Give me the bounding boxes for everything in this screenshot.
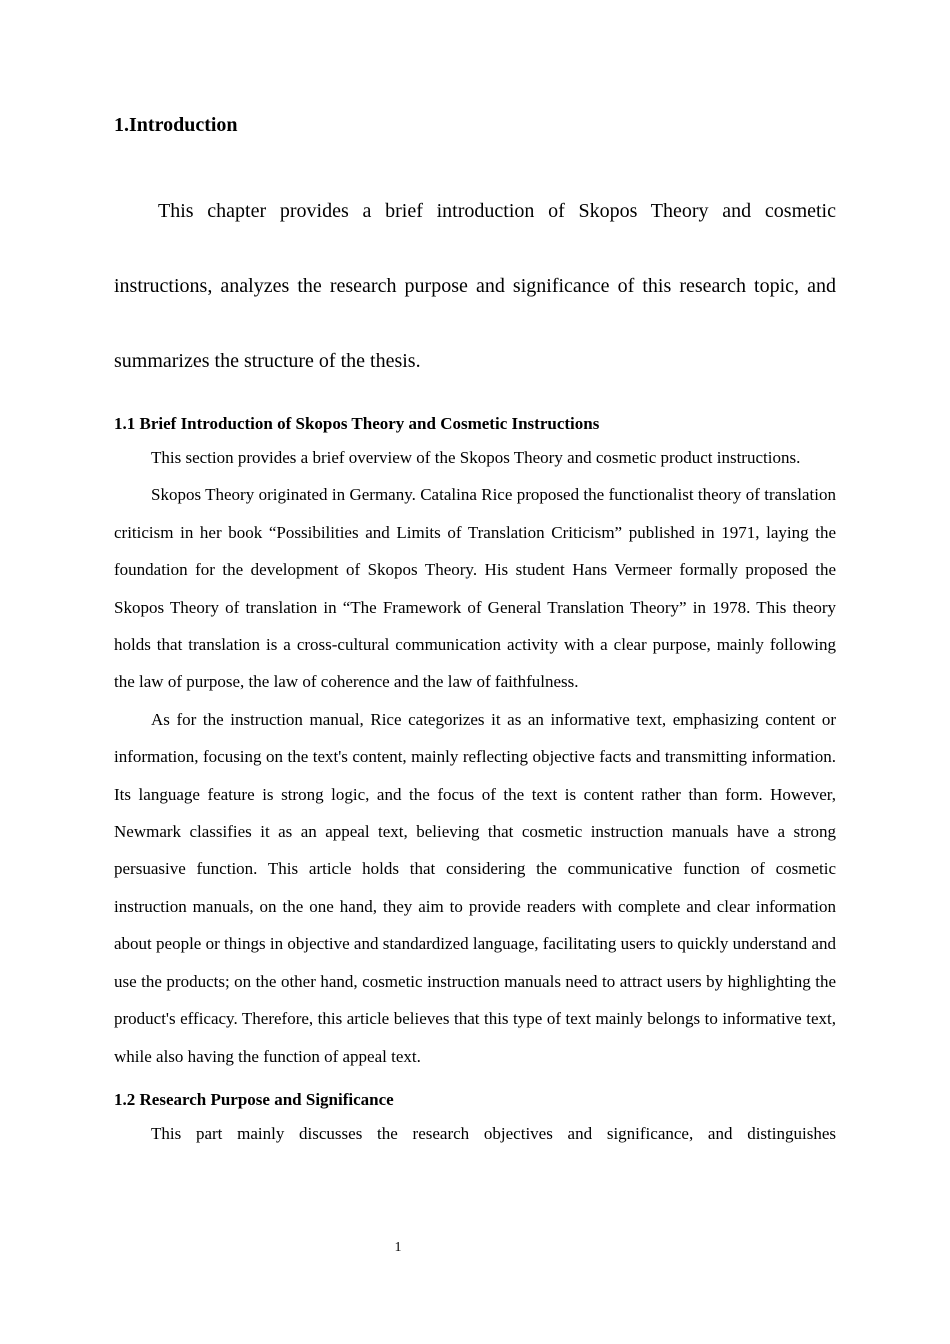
section-1-1-paragraph-skopos-origin: Skopos Theory originated in Germany. Catalina Rice proposed the functionalist theory of translation criticism in her book “Possibilities and Limits of Translation Criticism” published in 1971, laying the foundation for the development of Skopos Theory. His student Hans Vermeer formally proposed the Skopos Theory of translation in “The Framework of General Translation Theory” in 1978. This theory holds that translation is a cross-cultural communication activity with a clear purpose, mainly following the law of purpose, the law of coherence and the law of faithfulness. (114, 485, 836, 692)
chapter-intro-paragraph: This chapter provides a brief introduction of Skopos Theory and cosmetic instructions, analyzes the research purpose and significance of this research topic, and summarizes the structure of the thesis. (114, 200, 836, 372)
page-content (114, 112, 836, 1152)
section-1-1-paragraph-overview: This section provides a brief overview of the Skopos Theory and cosmetic product instructions. (151, 448, 801, 467)
section-1-1-paragraph-instruction-manual: As for the instruction manual, Rice categorizes it as an informative text, emphasizing content or information, focusing on the text's content, mainly reflecting objective facts and transmitting information. Its language feature is strong logic, and the focus of the text is content rather than form. However, Newmark classifies it as an appeal text, believing that cosmetic instruction manuals have a strong persuasive function. This article holds that considering the communicative function of cosmetic instruction manuals, on the one hand, they aim to provide readers with complete and clear information about people or things in objective and standardized language, facilitating users to quickly understand and use the products; on the other hand, cosmetic instruction manuals need to attract users by highlighting the product's efficacy. Therefore, this article believes that this type of text mainly belongs to informative text, while also having the function of appeal text. (114, 709, 836, 1066)
page-number: 1 (394, 1240, 402, 1255)
section-heading-1-2: 1.2 Research Purpose and Significance (114, 1089, 394, 1109)
section-heading-1-1: 1.1 Brief Introduction of Skopos Theory and Cosmetic Instructions (114, 414, 600, 433)
section-1-2-paragraph-objectives: This part mainly discusses the research objectives and significance, and distinguishes (151, 1123, 836, 1143)
chapter-title: 1.Introduction (114, 114, 238, 136)
